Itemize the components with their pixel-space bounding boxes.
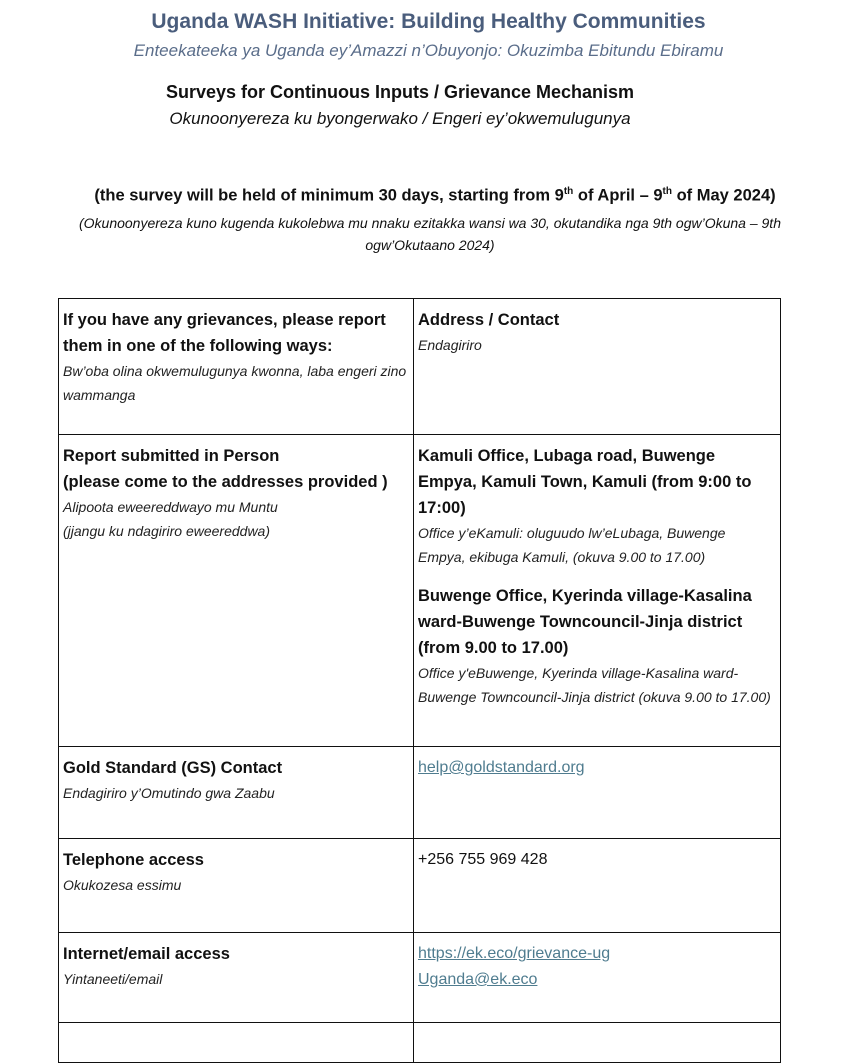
uganda-email-link[interactable]: Uganda@ek.eco bbox=[418, 971, 538, 988]
internet-title: Internet/email access bbox=[63, 945, 230, 963]
buwenge-office-translation: Office y'eBuwenge, Kyerinda village-Kasalina ward-Buwenge Towncouncil-Jinja district (okuva 9.00 to 17.00) bbox=[418, 665, 771, 705]
table-cell bbox=[59, 299, 414, 435]
kamuli-office-translation: Office y’eKamuli: oluguudo lw’eLubaga, Buwenge Empya, ekibuga Kamuli, (okuva 9.00 to 17.00) bbox=[418, 525, 726, 565]
document-title: Uganda WASH Initiative: Building Healthy Communities bbox=[151, 10, 706, 33]
table-cell bbox=[59, 1023, 414, 1063]
address-contact-translation: Endagiriro bbox=[418, 337, 482, 353]
gs-contact-translation: Endagiriro y’Omutindo gwa Zaabu bbox=[63, 785, 275, 801]
buwenge-office-address: Buwenge Office, Kyerinda village-Kasalina ward-Buwenge Towncouncil-Jinja district (from 9.00 to 17.00) bbox=[418, 587, 752, 657]
gs-email-link[interactable]: help@goldstandard.org bbox=[418, 759, 585, 776]
table-cell bbox=[414, 299, 781, 435]
grievance-url-link[interactable]: https://ek.eco/grievance-ug bbox=[418, 945, 611, 962]
table-cell bbox=[414, 1023, 781, 1063]
in-person-note-translation: (jjangu ku ndagiriro eweereddwa) bbox=[63, 523, 271, 539]
duration-part: (the survey will be held of minimum 30 days, starting from 9 bbox=[94, 186, 564, 205]
table-cell bbox=[414, 747, 781, 839]
duration-part: of May 2024) bbox=[671, 186, 776, 205]
table-cell bbox=[59, 933, 414, 1023]
duration-sup: th bbox=[563, 186, 574, 197]
survey-duration bbox=[40, 186, 830, 206]
table-cell bbox=[414, 839, 781, 933]
duration-sup: th bbox=[662, 186, 672, 197]
section-title: Surveys for Continuous Inputs / Grievance Mechanism bbox=[165, 82, 635, 102]
gs-contact-title: Gold Standard (GS) Contact bbox=[63, 759, 283, 777]
kamuli-office-address: Kamuli Office, Lubaga road, Buwenge Empya, Kamuli Town, Kamuli (from 9:00 to 17:00) bbox=[418, 447, 752, 517]
table-row bbox=[59, 933, 781, 1023]
table-row bbox=[59, 299, 781, 435]
address-contact-heading: Address / Contact bbox=[418, 311, 560, 329]
table-cell bbox=[59, 435, 414, 747]
in-person-note: (please come to the addresses provided ) bbox=[63, 473, 388, 491]
telephone-translation: Okukozesa essimu bbox=[63, 877, 182, 893]
duration-part: of April – 9 bbox=[573, 186, 663, 205]
table-cell bbox=[59, 747, 414, 839]
phone-number: +256 755 969 428 bbox=[418, 851, 548, 868]
grievance-instructions-translation: Bw’oba olina okwemulugunya kwonna, laba engeri zino wammanga bbox=[63, 363, 407, 403]
table-row bbox=[59, 1023, 781, 1063]
document-subtitle: Enteekateeka ya Uganda ey’Amazzi n’Obuyonjo: Okuzimba Ebitundu Ebiramu bbox=[133, 41, 724, 60]
table-cell bbox=[414, 933, 781, 1023]
table-row bbox=[59, 435, 781, 747]
in-person-translation: Alipoota eweereddwayo mu Muntu bbox=[63, 499, 278, 515]
grievance-table bbox=[58, 298, 781, 1063]
internet-translation: Yintaneeti/email bbox=[63, 971, 163, 987]
section-subtitle: Okunoonyereza ku byongerwako / Engeri ey’okwemulugunya bbox=[169, 109, 631, 128]
table-row bbox=[59, 839, 781, 933]
table-row bbox=[59, 747, 781, 839]
survey-duration-translation: (Okunoonyereza kuno kugenda kukolebwa mu nnaku ezitakka wansi wa 30, okutandika nga 9th ogw’Okuna – 9th ogw’Okutaano 2024) bbox=[78, 215, 781, 253]
table-cell bbox=[59, 839, 414, 933]
in-person-title: Report submitted in Person bbox=[63, 447, 280, 465]
telephone-title: Telephone access bbox=[63, 851, 204, 869]
grievance-instructions: If you have any grievances, please report them in one of the following ways: bbox=[63, 311, 386, 355]
table-cell bbox=[414, 435, 781, 747]
